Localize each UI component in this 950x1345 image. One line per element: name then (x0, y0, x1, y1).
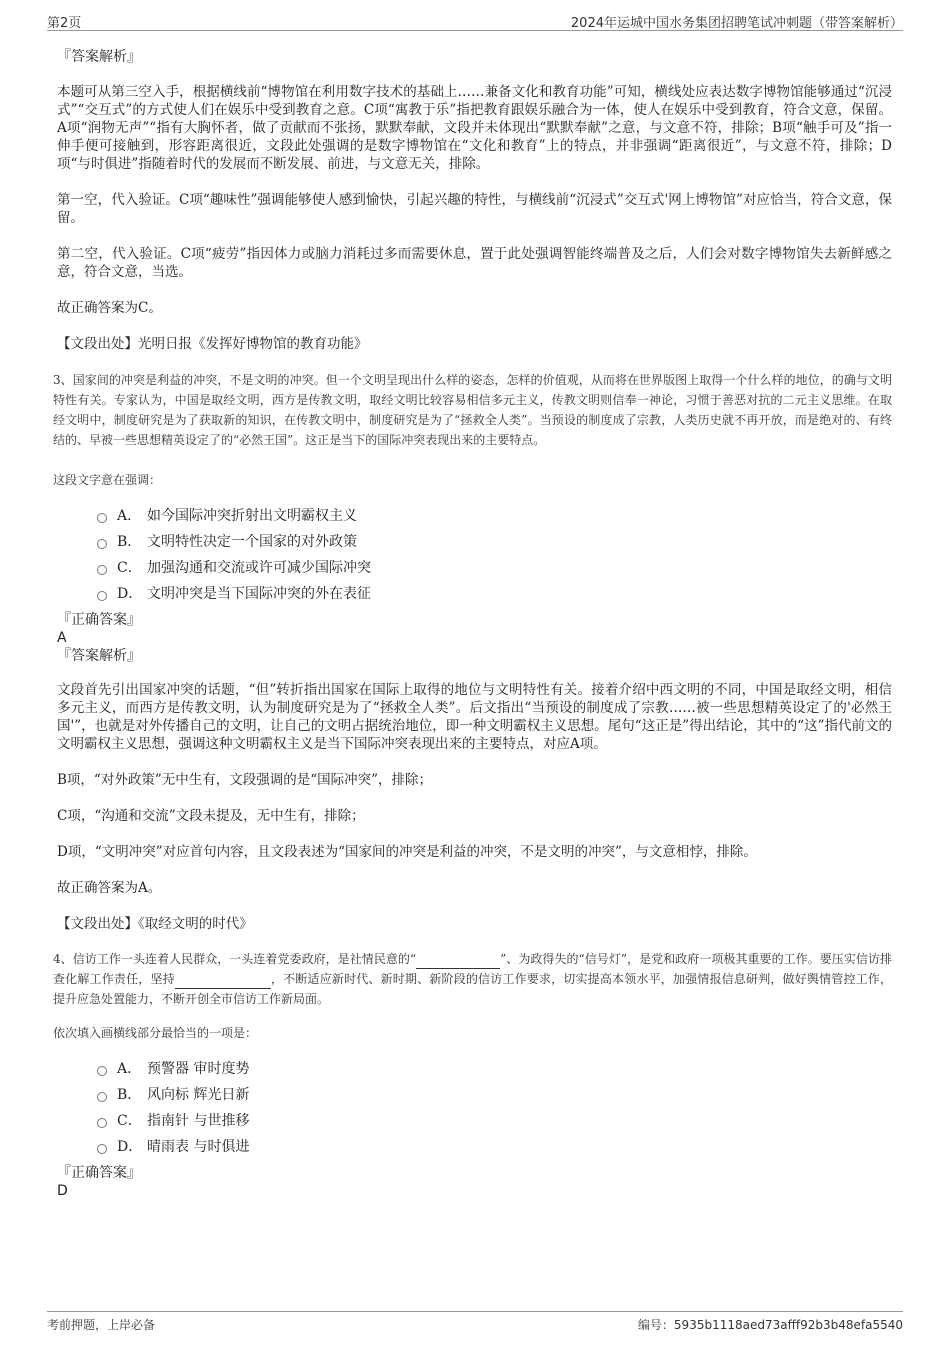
q3-option-b[interactable]: B． 文明特性决定一个国家的对外政策 (97, 529, 892, 555)
q3-option-a[interactable]: A． 如今国际冲突折射出文明霸权主义 (97, 503, 892, 529)
q2-source: 【文段出处】光明日报《发挥好博物馆的教育功能》 (57, 336, 368, 352)
fill-blank-2 (175, 975, 271, 989)
q3-stem: 3、国家间的冲突是利益的冲突，不是文明的冲突。但一个文明呈现出什么样的姿态，怎样的价值观，从而将在世界版图上取得一个什么样的地位，的确与文明特性有关。专家认为，中国是取经文明，西方是传教文明，取经文明比较容易相信多元主义，传教文明则信奉一神论，习惯于善恶对抗的二元主义思维。在取经文明中，制度研究是为了获取新的知识，在传教文明中，制度研究是为了“拯救全人类”。当预设的制度成了宗教，人类历史就不再开放，而是绝对的、有终结的、早被一些思想精英设定了的“必然王国”。这正是当下的国际冲突表现出来的主要特点。 (53, 373, 892, 447)
document-id: 编号：5935b1118aed73afff92b3b48efa5540 (637, 1318, 903, 1332)
document-body (53, 44, 892, 1200)
q3-conclusion: 故正确答案为A。 (57, 880, 162, 896)
radio-icon[interactable] (97, 591, 107, 601)
q2-analysis-paragraph: 第二空，代入验证。C项“疲劳”指因体力或脑力消耗过多而需要休息，置于此处强调智能终端普及之后，人们会对数字博物馆失去新鲜感之意，符合文意，当选。 (57, 246, 892, 280)
q4-option-d[interactable]: D． 晴雨表 与时俱进 (97, 1134, 892, 1160)
radio-icon[interactable] (97, 1092, 107, 1102)
q2-conclusion: 故正确答案为C。 (57, 300, 162, 316)
q4-correct-answer: D (57, 1183, 68, 1199)
q3-analysis-paragraph: 文段首先引出国家冲突的话题，“但”转折指出国家在国际上取得的地位与文明特性有关。接着介绍中西文明的不同，中国是取经文明，相信多元主义，而西方是传教文明，认为制度研究是为了“拯救全人类”。后文指出“当预设的制度成了宗教……被一些思想精英设定了的'必然王国'”，也就是对外传播自己的文明，让自己的文明占据统治地位，即一种文明霸权主义思想。尾句“这正是”得出结论，其中的“这”指代前文的文明霸权主义思想，强调这种文明霸权主义是当下国际冲突表现出来的主要特点，对应A项。 (57, 682, 892, 752)
page-footer (47, 1311, 903, 1338)
q3-correct-answer: A (57, 630, 67, 646)
radio-icon[interactable] (97, 513, 107, 523)
q2-analysis-paragraph: 第一空，代入验证。C项“趣味性”强调能够使人感到愉快，引起兴趣的特性，与横线前“沉浸式”交互式'网上博物馆”对应恰当，符合文意，保留。 (57, 192, 892, 226)
radio-icon[interactable] (97, 1066, 107, 1076)
radio-icon[interactable] (97, 1118, 107, 1128)
q3-source: 【文段出处】《取经文明的时代》 (57, 916, 253, 932)
q4-option-c[interactable]: C． 指南针 与世推移 (97, 1108, 892, 1134)
q4-stem: 4、信访工作一头连着人民群众，一头连着党委政府，是社情民意的“ ”、为政得失的“信号灯”，是党和政府一项极其重要的工作。要压实信访排查化解工作责任，坚持 ，不断适应新时代、新时期、新阶段的信访工作要求，切实提高本领水平，加强情报信息研判，做好舆情管控工作，提升应急处置能力，不断开创全市信访工作新局面。 (53, 952, 892, 1006)
q4-correct-label: 『正确答案』 (57, 1165, 141, 1181)
q2-analysis-label: 『答案解析』 (57, 49, 141, 65)
radio-icon[interactable] (97, 565, 107, 575)
page-header (47, 10, 903, 31)
q3-analysis-paragraph: C项，“沟通和交流”文段未提及，无中生有，排除； (57, 808, 365, 824)
page-number: 第2页 (47, 16, 82, 31)
q4-options (57, 1056, 892, 1160)
q3-analysis-paragraph: B项，“对外政策”无中生有，文段强调的是“国际冲突”，排除； (57, 772, 433, 788)
q2-analysis-paragraph: 本题可从第三空入手，根据横线前“博物馆在利用数字技术的基础上……兼备文化和教育功能”可知，横线处应表达数字博物馆能够通过“沉浸式”“交互式”的方式使人们在娱乐中受到教育之意。C项“寓教于乐”指把教育跟娱乐融合为一体，使人在娱乐中受到教育，符合文意，保留。A项“润物无声”“指有大胸怀者，做了贡献而不张扬，默默奉献，文段并未体现出“默默奉献”之意，与文意不符，排除；B项“触手可及”指一伸手便可接触到，形容距离很近，文段此处强调的是数字博物馆在“文化和教育”上的特点，并非强调“距离很近”，与文意不符，排除；D项“与时俱进”指随着时代的发展而不断发展、前进，与文意无关，排除。 (57, 84, 892, 172)
q4-prompt: 依次填入画横线部分最恰当的一项是： (53, 1026, 258, 1040)
q4-option-b[interactable]: B． 风向标 辉光日新 (97, 1082, 892, 1108)
fill-blank-1 (416, 955, 500, 969)
q3-options (57, 503, 892, 607)
q3-analysis-label: 『答案解析』 (57, 648, 141, 664)
q3-option-c[interactable]: C． 加强沟通和交流或许可减少国际冲突 (97, 555, 892, 581)
radio-icon[interactable] (97, 539, 107, 549)
q3-prompt: 这段文字意在强调： (53, 473, 162, 487)
q3-correct-label: 『正确答案』 (57, 612, 141, 628)
q3-analysis-paragraph: D项，“文明冲突”对应首句内容，且文段表述为“国家间的冲突是利益的冲突，不是文明的冲突”，与文意相悖，排除。 (57, 844, 757, 860)
radio-icon[interactable] (97, 1144, 107, 1154)
document-title: 2024年运城中国水务集团招聘笔试冲刺题（带答案解析） (570, 16, 903, 31)
q3-option-d[interactable]: D． 文明冲突是当下国际冲突的外在表征 (97, 581, 892, 607)
footer-slogan: 考前押题，上岸必备 (47, 1318, 156, 1332)
q4-option-a[interactable]: A． 预警器 审时度势 (97, 1056, 892, 1082)
